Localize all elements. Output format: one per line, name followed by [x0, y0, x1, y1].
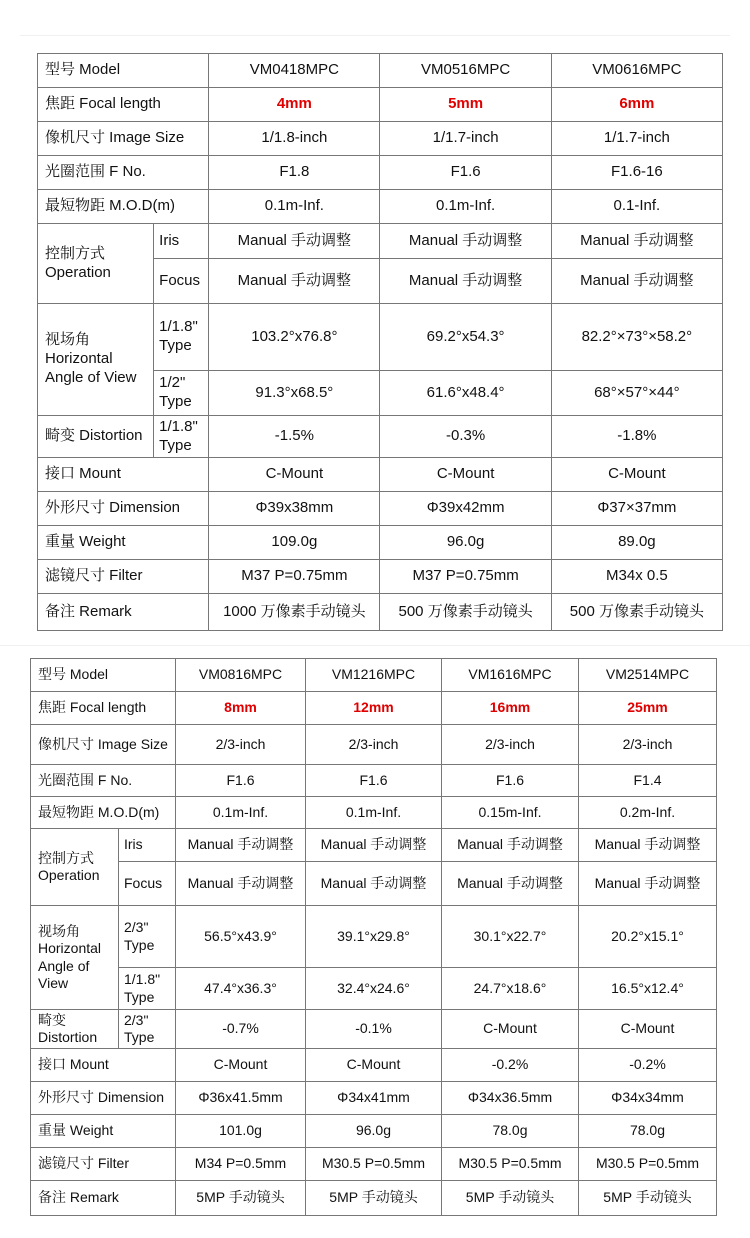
spec-value: 96.0g	[380, 526, 551, 560]
row-sub-label: 2/3" Type	[119, 906, 176, 968]
spec-value: 0.1m-Inf.	[176, 797, 306, 829]
table-row	[38, 54, 723, 88]
spec-value: Manual 手动调整	[442, 829, 579, 862]
row-label: 像机尺寸 Image Size	[38, 122, 209, 156]
row-sub-label: 1/1.8" Type	[154, 304, 209, 371]
row-sub-label: Iris	[119, 829, 176, 862]
spec-value: Φ37×37mm	[551, 492, 722, 526]
spec-value: 96.0g	[306, 1115, 442, 1148]
row-group-label: 控制方式 Operation	[38, 224, 154, 304]
table-row	[38, 492, 723, 526]
row-group-label: 控制方式 Operation	[31, 829, 119, 906]
spec-value: Manual 手动调整	[442, 862, 579, 906]
model-name: VM1616MPC	[442, 659, 579, 692]
row-label: 接口 Mount	[31, 1049, 176, 1082]
spec-value: Manual 手动调整	[306, 829, 442, 862]
spec-value: 0.1-Inf.	[551, 190, 722, 224]
spec-value: -0.1%	[306, 1010, 442, 1049]
row-label: 焦距 Focal length	[31, 692, 176, 725]
spec-value: M37 P=0.75mm	[209, 560, 380, 594]
row-sub-label: 1/1.8" Type	[154, 416, 209, 458]
row-label: 型号 Model	[31, 659, 176, 692]
spec-value: 32.4°x24.6°	[306, 968, 442, 1010]
row-label: 滤镜尺寸 Filter	[38, 560, 209, 594]
row-label: 重量 Weight	[38, 526, 209, 560]
focal-length-value: 25mm	[579, 692, 717, 725]
spec-value: 24.7°x18.6°	[442, 968, 579, 1010]
spec-value: F1.6	[306, 765, 442, 797]
focal-length-value: 5mm	[380, 88, 551, 122]
spec-value: 5MP 手动镜头	[442, 1181, 579, 1216]
spec-value: 2/3-inch	[579, 725, 717, 765]
spec-value: 16.5°x12.4°	[579, 968, 717, 1010]
model-name: VM0516MPC	[380, 54, 551, 88]
spec-value: Φ34x41mm	[306, 1082, 442, 1115]
row-label: 像机尺寸 Image Size	[31, 725, 176, 765]
focal-length-value: 8mm	[176, 692, 306, 725]
spec-value: -0.2%	[579, 1049, 717, 1082]
spec-value: C-Mount	[551, 458, 722, 492]
spec-value: Manual 手动调整	[209, 259, 380, 304]
spec-value: Φ39x38mm	[209, 492, 380, 526]
table-row	[38, 526, 723, 560]
spec-value: 47.4°x36.3°	[176, 968, 306, 1010]
spec-value: Manual 手动调整	[551, 259, 722, 304]
spec-value: -1.8%	[551, 416, 722, 458]
spec-value: Manual 手动调整	[176, 829, 306, 862]
spec-value: 0.1m-Inf.	[306, 797, 442, 829]
spec-value: M34 P=0.5mm	[176, 1148, 306, 1181]
model-name: VM1216MPC	[306, 659, 442, 692]
row-group-label: 畸变 Distortion	[31, 1010, 119, 1049]
row-label: 重量 Weight	[31, 1115, 176, 1148]
spec-value: 0.1m-Inf.	[380, 190, 551, 224]
spec-value: 30.1°x22.7°	[442, 906, 579, 968]
spec-value: Φ36x41.5mm	[176, 1082, 306, 1115]
row-sub-label: 2/3" Type	[119, 1010, 176, 1049]
row-label: 光圈范围 F No.	[38, 156, 209, 190]
table-row	[31, 1148, 717, 1181]
spec-value: 78.0g	[579, 1115, 717, 1148]
spec-value: -0.3%	[380, 416, 551, 458]
table-row	[38, 122, 723, 156]
table-row	[38, 560, 723, 594]
row-label: 外形尺寸 Dimension	[31, 1082, 176, 1115]
spec-value: 1/1.7-inch	[380, 122, 551, 156]
table-row	[38, 224, 723, 259]
table-row	[38, 190, 723, 224]
spec-value: 89.0g	[551, 526, 722, 560]
row-group-label: 畸变 Distortion	[38, 416, 154, 458]
row-sub-label: Iris	[154, 224, 209, 259]
row-sub-label: 1/1.8" Type	[119, 968, 176, 1010]
row-label: 最短物距 M.O.D(m)	[38, 190, 209, 224]
table-row	[31, 797, 717, 829]
row-label: 焦距 Focal length	[38, 88, 209, 122]
spec-value: Manual 手动调整	[306, 862, 442, 906]
spec-value: Φ34x34mm	[579, 1082, 717, 1115]
row-label: 最短物距 M.O.D(m)	[31, 797, 176, 829]
spec-value: 0.2m-Inf.	[579, 797, 717, 829]
spec-value: 5MP 手动镜头	[176, 1181, 306, 1216]
spec-value: 39.1°x29.8°	[306, 906, 442, 968]
spec-value: 101.0g	[176, 1115, 306, 1148]
spec-value: M30.5 P=0.5mm	[442, 1148, 579, 1181]
row-group-label: 视场角 Horizontal Angle of View	[31, 906, 119, 1010]
table-row	[31, 1181, 717, 1216]
spec-value: F1.6-16	[551, 156, 722, 190]
table-row	[38, 88, 723, 122]
spec-value: 0.15m-Inf.	[442, 797, 579, 829]
spec-value: -0.2%	[442, 1049, 579, 1082]
spec-value: F1.4	[579, 765, 717, 797]
row-label: 备注 Remark	[38, 594, 209, 631]
spec-value: Manual 手动调整	[579, 829, 717, 862]
row-label: 型号 Model	[38, 54, 209, 88]
table-row	[31, 968, 717, 1010]
spec-value: Φ34x36.5mm	[442, 1082, 579, 1115]
spec-value: M30.5 P=0.5mm	[579, 1148, 717, 1181]
table-row	[31, 1010, 717, 1049]
table-row	[31, 1082, 717, 1115]
row-label: 滤镜尺寸 Filter	[31, 1148, 176, 1181]
spec-value: 2/3-inch	[442, 725, 579, 765]
spec-value: 68°×57°×44°	[551, 371, 722, 416]
spec-value: -0.7%	[176, 1010, 306, 1049]
spec-value: 20.2°x15.1°	[579, 906, 717, 968]
row-group-label: 视场角 Horizontal Angle of View	[38, 304, 154, 416]
spec-value: 5MP 手动镜头	[579, 1181, 717, 1216]
spec-value: 2/3-inch	[176, 725, 306, 765]
spec-value: 109.0g	[209, 526, 380, 560]
spec-value: 1/1.8-inch	[209, 122, 380, 156]
spec-value: 500 万像素手动镜头	[551, 594, 722, 631]
table-row	[31, 765, 717, 797]
row-sub-label: Focus	[154, 259, 209, 304]
spec-value: Manual 手动调整	[579, 862, 717, 906]
model-name: VM0616MPC	[551, 54, 722, 88]
focal-length-value: 16mm	[442, 692, 579, 725]
spec-value: 78.0g	[442, 1115, 579, 1148]
spec-value: 500 万像素手动镜头	[380, 594, 551, 631]
spec-value: M37 P=0.75mm	[380, 560, 551, 594]
spec-value: 0.1m-Inf.	[209, 190, 380, 224]
spec-value: 82.2°×73°×58.2°	[551, 304, 722, 371]
spec-value: C-Mount	[442, 1010, 579, 1049]
spec-value: Manual 手动调整	[551, 224, 722, 259]
spec-value: 103.2°x76.8°	[209, 304, 380, 371]
spec-value: 5MP 手动镜头	[306, 1181, 442, 1216]
spec-value: Manual 手动调整	[209, 224, 380, 259]
table-row	[38, 594, 723, 631]
row-label: 外形尺寸 Dimension	[38, 492, 209, 526]
spec-value: Manual 手动调整	[380, 259, 551, 304]
table-row	[31, 659, 717, 692]
spec-value: F1.6	[442, 765, 579, 797]
table-row	[31, 692, 717, 725]
model-name: VM2514MPC	[579, 659, 717, 692]
spec-value: C-Mount	[176, 1049, 306, 1082]
focal-length-value: 4mm	[209, 88, 380, 122]
spec-value: 1/1.7-inch	[551, 122, 722, 156]
spec-value: C-Mount	[306, 1049, 442, 1082]
spec-value: F1.6	[176, 765, 306, 797]
spec-value: Φ39x42mm	[380, 492, 551, 526]
table-row	[38, 156, 723, 190]
row-sub-label: 1/2" Type	[154, 371, 209, 416]
spec-value: C-Mount	[380, 458, 551, 492]
spec-value: 69.2°x54.3°	[380, 304, 551, 371]
spec-value: 56.5°x43.9°	[176, 906, 306, 968]
spec-value: Manual 手动调整	[176, 862, 306, 906]
spec-value: Manual 手动调整	[380, 224, 551, 259]
spec-table-1	[37, 53, 723, 631]
row-sub-label: Focus	[119, 862, 176, 906]
table-row	[38, 304, 723, 371]
spec-value: -1.5%	[209, 416, 380, 458]
spec-value: 2/3-inch	[306, 725, 442, 765]
row-label: 接口 Mount	[38, 458, 209, 492]
spec-value: F1.6	[380, 156, 551, 190]
spec-value: M30.5 P=0.5mm	[306, 1148, 442, 1181]
row-label: 光圈范围 F No.	[31, 765, 176, 797]
table-row	[31, 862, 717, 906]
table-row	[31, 829, 717, 862]
spec-value: 91.3°x68.5°	[209, 371, 380, 416]
table-row	[38, 416, 723, 458]
model-name: VM0816MPC	[176, 659, 306, 692]
spec-table-2	[30, 658, 717, 1216]
spec-value: M34x 0.5	[551, 560, 722, 594]
spec-value: 61.6°x48.4°	[380, 371, 551, 416]
table-row	[31, 1049, 717, 1082]
table-row	[31, 725, 717, 765]
focal-length-value: 12mm	[306, 692, 442, 725]
table-row	[31, 1115, 717, 1148]
row-label: 备注 Remark	[31, 1181, 176, 1216]
spec-value: F1.8	[209, 156, 380, 190]
spec-value: C-Mount	[579, 1010, 717, 1049]
model-name: VM0418MPC	[209, 54, 380, 88]
table-row	[31, 906, 717, 968]
table-row	[38, 458, 723, 492]
spec-value: C-Mount	[209, 458, 380, 492]
focal-length-value: 6mm	[551, 88, 722, 122]
spec-value: 1000 万像素手动镜头	[209, 594, 380, 631]
